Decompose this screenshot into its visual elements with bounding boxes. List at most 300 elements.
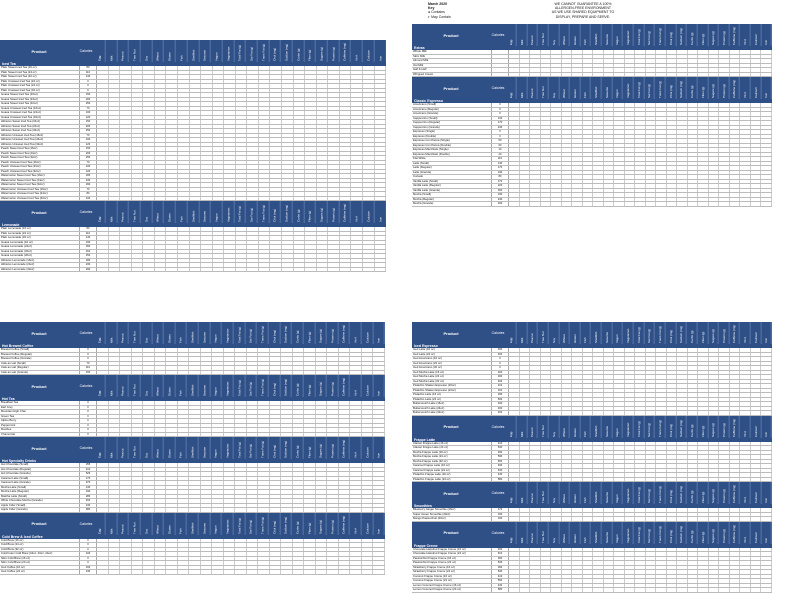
row-cell — [614, 575, 625, 579]
row-cell — [730, 464, 741, 468]
row-cell — [166, 472, 178, 476]
row-product-name: Flat White — [412, 157, 492, 161]
row-cell — [698, 175, 709, 179]
row-cell — [551, 380, 562, 384]
row-cell — [562, 68, 573, 72]
row-cell — [375, 71, 387, 75]
row-cell — [646, 103, 657, 107]
row-cell — [132, 89, 144, 93]
header-column: Gluten — [570, 416, 581, 438]
row-cell — [270, 561, 282, 565]
row-cell — [656, 508, 667, 512]
row-cell — [551, 73, 562, 77]
row-calories: 50 — [492, 139, 509, 143]
row-cell — [120, 495, 132, 499]
row-cell — [562, 451, 573, 455]
header-column: Tree Nut — [129, 437, 141, 459]
row-cell — [350, 570, 362, 574]
row-cell — [730, 198, 741, 202]
row-cell — [109, 468, 121, 472]
row-cell — [143, 165, 155, 169]
row-cell — [656, 175, 667, 179]
row-cell — [688, 552, 699, 556]
row-cell — [155, 75, 167, 79]
row-cell — [212, 508, 224, 512]
row-cell — [646, 135, 657, 139]
row-cell — [730, 348, 741, 352]
header-column: Milk — [517, 416, 528, 438]
row-cell — [719, 411, 730, 415]
row-cell — [97, 552, 109, 556]
row-cell — [646, 189, 657, 193]
row-calories: 0 — [80, 353, 97, 357]
row-cell — [572, 389, 583, 393]
row-cell — [509, 451, 520, 455]
row-product-name: Americano (Small) — [412, 103, 492, 107]
row-cell — [730, 460, 741, 464]
row-cell — [201, 490, 213, 494]
row-cell — [698, 348, 709, 352]
row-cell — [614, 548, 625, 552]
row-cell — [375, 197, 387, 201]
row-cell — [625, 162, 636, 166]
row-cell — [235, 499, 247, 503]
row-cell — [259, 143, 271, 147]
row-cell — [166, 143, 178, 147]
row-cell — [189, 495, 201, 499]
row-cell — [97, 174, 109, 178]
row-cell — [236, 89, 248, 93]
row-cell — [304, 468, 316, 472]
row-cell — [593, 357, 604, 361]
row-cell — [583, 198, 594, 202]
row-cell — [656, 353, 667, 357]
row-cell — [593, 135, 604, 139]
header-column: Vegetarian — [223, 201, 235, 223]
row-cell — [551, 175, 562, 179]
row-cell — [593, 442, 604, 446]
row-cell — [155, 192, 167, 196]
row-cell — [761, 353, 772, 357]
row-cell — [625, 375, 636, 379]
row-cell — [520, 552, 531, 556]
row-cell — [143, 263, 155, 267]
row-cell — [317, 188, 329, 192]
row-cell — [305, 125, 317, 129]
row-cell — [316, 424, 328, 428]
row-cell — [97, 188, 109, 192]
row-cell — [541, 455, 552, 459]
row-cell — [583, 139, 594, 143]
row-cell — [293, 561, 305, 565]
row-cell — [258, 472, 270, 476]
row-cell — [97, 468, 109, 472]
row-cell — [294, 268, 306, 272]
row-cell — [375, 174, 387, 178]
row-cell — [375, 170, 387, 174]
row-cell — [327, 552, 339, 556]
row-cell — [328, 156, 340, 160]
row-cell — [305, 268, 317, 272]
row-cell — [625, 464, 636, 468]
row-cell — [604, 366, 615, 370]
row-cell — [305, 236, 317, 240]
row-cell — [132, 561, 144, 565]
row-cell — [305, 263, 317, 267]
row-cell — [635, 575, 646, 579]
row-cell — [305, 232, 317, 236]
row-cell — [593, 517, 604, 521]
row-product-name: Skim Milk — [412, 55, 492, 59]
row-cell — [305, 174, 317, 178]
row-cell — [143, 410, 155, 414]
row-cell — [761, 566, 772, 570]
row-cell — [327, 424, 339, 428]
row-cell — [109, 241, 121, 245]
row-cell — [373, 401, 385, 405]
row-cell — [551, 442, 562, 446]
row-cell — [294, 156, 306, 160]
row-cell — [270, 134, 282, 138]
row-product-name: Brewed Coffee (Regular) — [0, 353, 80, 357]
row-cell — [132, 508, 144, 512]
row-cell — [761, 180, 772, 184]
row-cell — [132, 401, 144, 405]
row-cell — [698, 202, 709, 206]
row-cell — [155, 174, 167, 178]
row-cell — [120, 236, 132, 240]
row-cell — [541, 402, 552, 406]
row-product-name: Strawberry Frappe Creme (24 oz) — [412, 570, 492, 574]
section-title: Hot Tea — [0, 397, 385, 401]
row-cell — [293, 495, 305, 499]
row-cell — [551, 103, 562, 107]
row-cell — [166, 353, 178, 357]
row-cell — [698, 180, 709, 184]
row-cell — [646, 157, 657, 161]
row-cell — [224, 371, 236, 375]
row-cell — [97, 406, 109, 410]
row-cell — [656, 579, 667, 583]
row-cell — [363, 80, 375, 84]
row-product-name: Pistachio Frappe Latte (16 oz) — [412, 473, 492, 477]
row-cell — [719, 55, 730, 59]
header-column: Soy — [549, 77, 560, 99]
row-cell — [667, 68, 678, 72]
row-product-name: Guava Sweet Iced Tea (32oz) — [0, 102, 80, 106]
header-product: Product — [443, 490, 459, 496]
row-cell — [593, 393, 604, 397]
row-cell — [551, 389, 562, 393]
row-cell — [132, 477, 144, 481]
row-cell — [189, 424, 201, 428]
row-cell — [730, 588, 741, 592]
row-cell — [562, 202, 573, 206]
row-cell — [190, 227, 202, 231]
row-cell — [316, 433, 328, 437]
row-cell — [740, 144, 751, 148]
row-cell — [189, 353, 201, 357]
row-cell — [166, 107, 178, 111]
row-cell — [143, 557, 155, 561]
row-cell — [751, 579, 762, 583]
row-cell — [709, 130, 720, 134]
row-cell — [327, 570, 339, 574]
row-cell — [259, 138, 271, 142]
row-cell — [350, 468, 362, 472]
row-cell — [541, 162, 552, 166]
header-column: Peanut — [527, 77, 538, 99]
header-column: Caffeine (mg) — [729, 522, 740, 544]
row-cell — [132, 152, 144, 156]
row-cell — [541, 112, 552, 116]
row-cell — [541, 588, 552, 592]
header-column: Total Fat (g) — [634, 416, 645, 438]
row-cell — [375, 245, 387, 249]
row-cell — [304, 481, 316, 485]
row-cell — [259, 241, 271, 245]
row-cell — [677, 144, 688, 148]
row-cell — [270, 241, 282, 245]
row-cell — [304, 543, 316, 547]
row-cell — [328, 179, 340, 183]
row-cell — [97, 170, 109, 174]
row-cell — [751, 126, 762, 130]
row-cell — [212, 366, 224, 370]
row-cell — [551, 362, 562, 366]
row-cell — [212, 566, 224, 570]
row-cell — [259, 134, 271, 138]
row-cell — [646, 380, 657, 384]
row-cell — [247, 197, 259, 201]
row-cell — [143, 539, 155, 543]
row-cell — [224, 263, 236, 267]
row-cell — [751, 153, 762, 157]
row-cell — [317, 192, 329, 196]
row-cell — [339, 428, 351, 432]
row-cell — [646, 153, 657, 157]
row-cell — [259, 156, 271, 160]
row-cell — [270, 508, 282, 512]
row-cell — [327, 543, 339, 547]
row-cell — [667, 362, 678, 366]
row-cell — [339, 499, 351, 503]
row-cell — [258, 539, 270, 543]
row-cell — [541, 517, 552, 521]
row-cell — [688, 126, 699, 130]
row-calories: 250 — [80, 129, 97, 133]
section-title: Frappe Latte — [412, 438, 772, 442]
row-cell — [520, 442, 531, 446]
row-cell — [166, 111, 178, 115]
row-cell — [625, 153, 636, 157]
row-cell — [698, 579, 709, 583]
row-cell — [281, 410, 293, 414]
row-cell — [201, 143, 213, 147]
row-cell — [604, 584, 615, 588]
row-cell — [530, 513, 541, 517]
row-cell — [656, 464, 667, 468]
row-cell — [604, 162, 615, 166]
row-cell — [109, 490, 121, 494]
header-calories: Calories — [79, 521, 93, 526]
row-cell — [625, 166, 636, 170]
row-cell — [562, 384, 573, 388]
row-cell — [351, 84, 363, 88]
row-cell — [730, 193, 741, 197]
row-cell — [120, 241, 132, 245]
row-cell — [97, 263, 109, 267]
row-cell — [143, 504, 155, 508]
row-cell — [635, 384, 646, 388]
row-cell — [509, 73, 520, 77]
row-cell — [583, 189, 594, 193]
row-cell — [530, 175, 541, 179]
row-cell — [166, 138, 178, 142]
row-cell — [593, 103, 604, 107]
row-cell — [541, 144, 552, 148]
row-cell — [656, 189, 667, 193]
row-cell — [551, 144, 562, 148]
row-cell — [213, 259, 225, 263]
row-cell — [583, 579, 594, 583]
row-cell — [213, 179, 225, 183]
row-cell — [698, 570, 709, 574]
row-product-name: Hibiscus Sweet Iced Tea (32oz) — [0, 129, 80, 133]
row-cell — [190, 192, 202, 196]
row-cell — [593, 153, 604, 157]
row-product-name: Chocolate Hazelnut Frappe Creme (16 oz) — [412, 548, 492, 552]
row-cell — [604, 517, 615, 521]
row-cell — [688, 407, 699, 411]
row-cell — [625, 193, 636, 197]
row-cell — [328, 147, 340, 151]
row-cell — [593, 513, 604, 517]
row-cell — [166, 504, 178, 508]
row-cell — [224, 174, 236, 178]
row-cell — [305, 147, 317, 151]
row-cell — [293, 566, 305, 570]
row-cell — [166, 539, 178, 543]
row-cell — [719, 198, 730, 202]
row-cell — [541, 446, 552, 450]
row-cell — [625, 508, 636, 512]
row-cell — [373, 548, 385, 552]
row-cell — [541, 202, 552, 206]
row-cell — [212, 433, 224, 437]
row-cell — [751, 446, 762, 450]
row-cell — [677, 575, 688, 579]
row-cell — [166, 259, 178, 263]
row-cell — [190, 147, 202, 151]
row-cell — [258, 468, 270, 472]
row-cell — [656, 117, 667, 121]
row-calories: 280 — [80, 495, 97, 499]
row-cell — [698, 126, 709, 130]
row-cell — [625, 451, 636, 455]
row-product-name: Iced Mocha Latte (16 oz) — [412, 371, 492, 375]
row-cell — [281, 486, 293, 490]
row-cell — [213, 188, 225, 192]
header-column: Trans Fat (g) — [258, 40, 270, 62]
row-cell — [625, 566, 636, 570]
row-cell — [317, 245, 329, 249]
row-cell — [305, 75, 317, 79]
row-cell — [709, 473, 720, 477]
row-cell — [224, 353, 236, 357]
row-cell — [224, 120, 236, 124]
row-cell — [646, 362, 657, 366]
row-cell — [740, 148, 751, 152]
row-cell — [530, 117, 541, 121]
row-cell — [375, 98, 387, 102]
row-cell — [625, 371, 636, 375]
row-cell — [677, 407, 688, 411]
header-column: Shellfish — [187, 437, 199, 459]
header-column: Fiber (g) — [698, 482, 709, 504]
row-cell — [258, 552, 270, 556]
row-cell — [281, 401, 293, 405]
header-column: Fish — [175, 437, 187, 459]
row-cell — [143, 508, 155, 512]
row-cell — [646, 473, 657, 477]
row-cell — [224, 125, 236, 129]
row-cell — [375, 138, 387, 142]
row-cell — [520, 375, 531, 379]
row-cell — [351, 75, 363, 79]
row-cell — [740, 473, 751, 477]
row-cell — [328, 125, 340, 129]
row-cell — [688, 112, 699, 116]
row-cell — [224, 468, 236, 472]
header-column: Peanut — [117, 40, 129, 62]
row-cell — [316, 468, 328, 472]
row-cell — [698, 64, 709, 68]
row-cell — [294, 84, 306, 88]
row-cell — [317, 179, 329, 183]
row-cell — [212, 406, 224, 410]
row-cell — [201, 84, 213, 88]
row-cell — [719, 548, 730, 552]
row-calories: 230 — [80, 179, 97, 183]
row-cell — [719, 50, 730, 54]
header-column: Fish — [175, 513, 187, 535]
header-column: Total Fat (g) — [634, 24, 645, 46]
header-column: Caffeine (mg) — [729, 322, 740, 344]
row-cell — [740, 50, 751, 54]
row-cell — [281, 543, 293, 547]
row-cell — [677, 366, 688, 370]
row-cell — [625, 68, 636, 72]
row-cell — [316, 477, 328, 481]
row-cell — [97, 419, 109, 423]
row-cell — [270, 116, 282, 120]
row-cell — [304, 504, 316, 508]
row-cell — [740, 73, 751, 77]
row-cell — [562, 193, 573, 197]
header-column: Wheat — [152, 513, 164, 535]
row-cell — [614, 117, 625, 121]
row-cell — [730, 148, 741, 152]
row-cell — [646, 557, 657, 561]
row-cell — [190, 268, 202, 272]
header-column: Vit A — [740, 77, 751, 99]
row-cell — [201, 236, 213, 240]
row-cell — [109, 353, 121, 357]
row-cell — [740, 552, 751, 556]
header-column: Vegetarian — [222, 437, 234, 459]
row-cell — [109, 406, 121, 410]
